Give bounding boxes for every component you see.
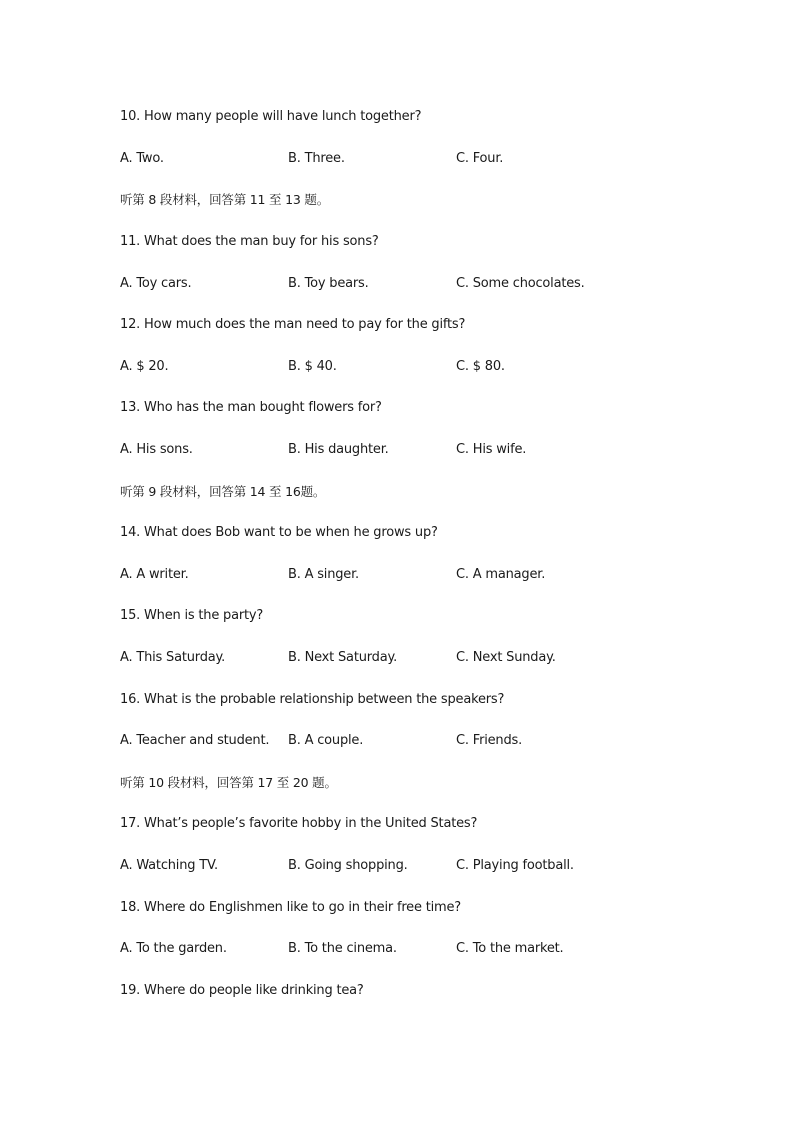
- q12-option-b: B. $ 40.: [288, 359, 337, 374]
- q14-option-c: C. A manager.: [456, 567, 546, 582]
- q15-option-a: A. This Saturday.: [120, 650, 226, 665]
- q17-option-c: C. Playing football.: [456, 858, 574, 873]
- section-10-heading: 听第 10 段材料，回答第 17 至 20 题。: [120, 775, 337, 790]
- q12-option-c: C. $ 80.: [456, 359, 505, 374]
- section-9-heading: 听第 9 段材料，回答第 14 至 16题。: [120, 484, 326, 499]
- q17-option-a: A. Watching TV.: [120, 858, 218, 873]
- section-8-heading: 听第 8 段材料，回答第 11 至 13 题。: [120, 192, 330, 207]
- q13-option-c: C. His wife.: [456, 442, 527, 457]
- q17-option-b: B. Going shopping.: [288, 858, 408, 873]
- q16-option-b: B. A couple.: [288, 733, 364, 748]
- q18-option-a: A. To the garden.: [120, 941, 227, 956]
- question-19: 19. Where do people like drinking tea?: [120, 983, 364, 998]
- q11-option-b: B. Toy bears.: [288, 276, 369, 291]
- q18-option-c: C. To the market.: [456, 941, 564, 956]
- question-15: 15. When is the party?: [120, 608, 264, 623]
- q11-option-c: C. Some chocolates.: [456, 276, 585, 291]
- q12-option-a: A. $ 20.: [120, 359, 169, 374]
- question-10: 10. How many people will have lunch together?: [120, 109, 422, 124]
- q13-option-a: A. His sons.: [120, 442, 193, 457]
- q14-option-b: B. A singer.: [288, 567, 359, 582]
- q16-option-a: A. Teacher and student.: [120, 733, 270, 748]
- q11-option-a: A. Toy cars.: [120, 276, 192, 291]
- question-13: 13. Who has the man bought flowers for?: [120, 400, 382, 415]
- q14-option-a: A. A writer.: [120, 567, 189, 582]
- q10-option-b: B. Three.: [288, 151, 345, 166]
- question-17: 17. What’s people’s favorite hobby in the United States?: [120, 816, 478, 831]
- q15-option-c: C. Next Sunday.: [456, 650, 556, 665]
- question-18: 18. Where do Englishmen like to go in their free time?: [120, 900, 461, 915]
- q16-option-c: C. Friends.: [456, 733, 523, 748]
- question-11: 11. What does the man buy for his sons?: [120, 234, 379, 249]
- q18-option-b: B. To the cinema.: [288, 941, 397, 956]
- question-16: 16. What is the probable relationship between the speakers?: [120, 692, 505, 707]
- question-14: 14. What does Bob want to be when he grows up?: [120, 525, 438, 540]
- q15-option-b: B. Next Saturday.: [288, 650, 398, 665]
- q10-option-c: C. Four.: [456, 151, 504, 166]
- q13-option-b: B. His daughter.: [288, 442, 389, 457]
- q10-option-a: A. Two.: [120, 151, 164, 166]
- question-12: 12. How much does the man need to pay for the gifts?: [120, 317, 466, 332]
